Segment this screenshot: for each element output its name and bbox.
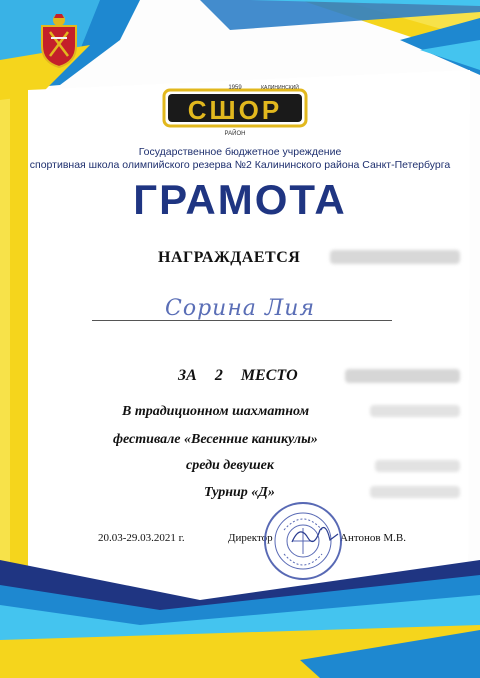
redacted-text [375, 460, 460, 472]
place-prefix: ЗА [178, 367, 197, 384]
event-line-1: В традиционном шахматном [122, 404, 310, 419]
recipient-name: Сорина Лия [164, 296, 316, 321]
logo-top-text: КАЛИНИНСКИЙ [261, 85, 299, 91]
org-line-1: Государственное бюджетное учреждение [138, 146, 342, 158]
logo-text: СШОР [187, 95, 283, 125]
event-line-3: среди девушек [186, 458, 274, 473]
director-name: Антонов М.В. [340, 532, 406, 544]
logo-bottom-text: РАЙОН [224, 131, 246, 137]
org-line-2: спортивная школа олимпийского резерва №2 Калининского района Санкт-Петербурга [29, 159, 451, 171]
place-line [178, 367, 312, 385]
event-line-2: фестивале «Весенние каникулы» [113, 432, 318, 447]
logo-year: 1959 [228, 85, 242, 91]
organization-name [20, 146, 460, 172]
recipient-underline [92, 320, 392, 321]
certificate-title: ГРАМОТА [133, 176, 347, 223]
place-suffix: МЕСТО [240, 367, 298, 384]
st-petersburg-coat-of-arms-icon [36, 12, 82, 68]
redacted-text [345, 369, 460, 383]
event-line-4: Турнир «Д» [204, 485, 275, 500]
signature [290, 520, 340, 550]
redacted-text [330, 250, 460, 264]
director-label: Директор [228, 532, 273, 544]
school-logo [160, 80, 310, 142]
event-dates: 20.03-29.03.2021 г. [98, 532, 185, 544]
redacted-text [370, 486, 460, 498]
awarded-label: НАГРАЖДАЕТСЯ [158, 249, 301, 266]
place-number: 2 [214, 367, 223, 384]
redacted-text [370, 405, 460, 417]
